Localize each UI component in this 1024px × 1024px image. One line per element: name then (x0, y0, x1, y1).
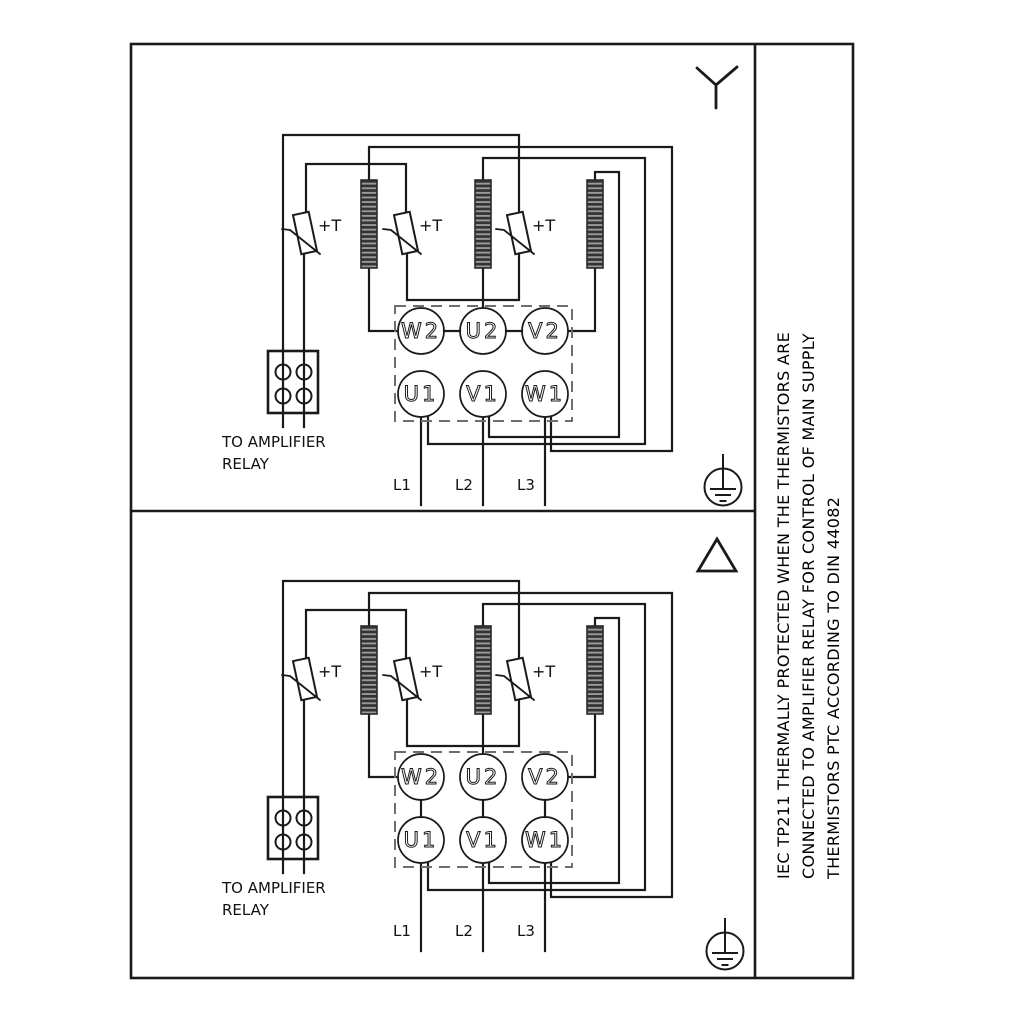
relay-note-line1: TO AMPLIFIER (222, 433, 326, 451)
terminal-u1: U1 (403, 382, 439, 406)
thermistor-1-label: +T (318, 216, 342, 235)
terminal-u2: U2 (465, 319, 501, 343)
delta-bridges (421, 800, 545, 817)
side-note (774, 332, 843, 880)
thermistor-2-label: +T (419, 216, 443, 235)
ground-icon-top (705, 454, 742, 506)
terminal-w1: W1 (524, 382, 566, 406)
side-note-line2: CONNECTED TO AMPLIFIER RELAY FOR CONTROL OF MAIN SUPPLY (799, 333, 818, 879)
star-panel-extras (444, 67, 742, 506)
side-note-line3: THERMISTORS PTC ACCORDING TO DIN 44082 (824, 496, 843, 879)
terminal-w2: W2 (400, 319, 442, 343)
winding-2 (475, 180, 491, 268)
ground-icon-bottom (707, 918, 744, 970)
relay-note-line2: RELAY (222, 455, 269, 473)
terminal-v2: V2 (528, 319, 562, 343)
thermistor-2 (383, 212, 421, 254)
terminal-v1: V1 (466, 382, 500, 406)
supply-l2: L2 (455, 476, 473, 494)
winding-3 (587, 180, 603, 268)
delta-symbol-icon (698, 539, 736, 571)
terminal-circles (398, 308, 568, 417)
panel-core-delta (221, 581, 672, 951)
side-note-line1: IEC TP211 THERMALLY PROTECTED WHEN THE THERMISTORS ARE (774, 331, 793, 879)
thermistor-1 (282, 212, 320, 254)
supply-l3: L3 (517, 476, 535, 494)
star-symbol-icon (697, 67, 737, 108)
thermistor-3-label: +T (532, 216, 556, 235)
panel-core (221, 135, 672, 505)
thermistor-3 (496, 212, 534, 254)
amplifier-relay-box (268, 351, 318, 413)
supply-l1: L1 (393, 476, 411, 494)
winding-1 (361, 180, 377, 268)
